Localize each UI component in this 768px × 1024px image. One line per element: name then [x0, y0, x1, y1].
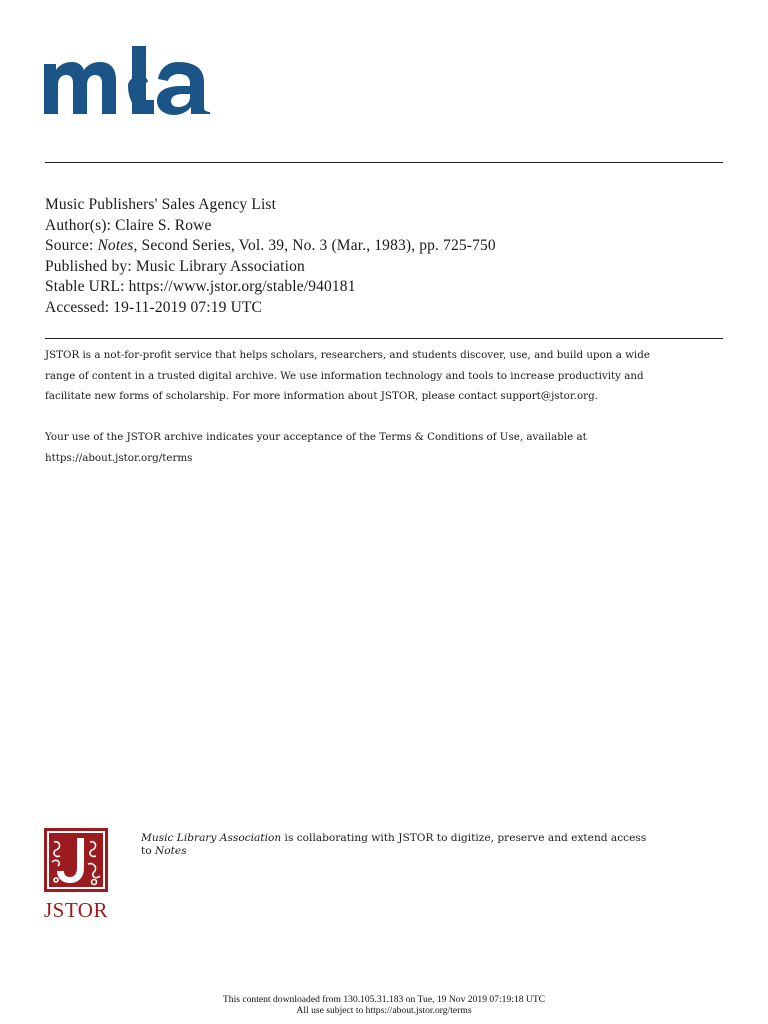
top-divider [45, 162, 723, 163]
notice-line: facilitate new forms of scholarship. For more information about JSTOR, please contact support@jstor.org. [45, 390, 598, 402]
jstor-wordmark: JSTOR [44, 898, 108, 922]
article-source: Source: Notes, Second Series, Vol. 39, No. 3 (Mar., 1983), pp. 725-750 [45, 237, 496, 255]
terms-line: Your use of the JSTOR archive indicates your acceptance of the Terms & Conditions of Use, available at [45, 431, 587, 443]
notice-line: JSTOR is a not-for-profit service that helps scholars, researchers, and students discover, use, and build upon a wide [45, 349, 650, 361]
article-author: Author(s): Claire S. Rowe [45, 216, 212, 234]
notice-line: range of content in a trusted digital archive. We use information technology and tools to increase productivity and [45, 369, 644, 382]
footer-line: This content downloaded from 130.105.31.183 on Tue, 19 Nov 2019 07:19:18 UTC [222, 994, 546, 1005]
terms-url-link[interactable]: https://about.jstor.org/terms [45, 451, 193, 464]
article-stable-url: Stable URL: https://www.jstor.org/stable/940181 [45, 278, 356, 296]
stable-url-link[interactable]: https://www.jstor.org/stable/940181 [128, 278, 356, 296]
jstor-notice [45, 345, 725, 468]
middle-divider [45, 338, 723, 339]
mla-logo [44, 46, 214, 116]
article-publisher: Published by: Music Library Association [45, 257, 305, 275]
jstor-badge-icon [44, 828, 108, 892]
footer-line: All use subject to https://about.jstor.org/terms [296, 1005, 472, 1016]
article-title: Music Publishers' Sales Agency List [45, 196, 277, 213]
collaboration-statement: Music Library Association is collaborating with JSTOR to digitize, preserve and extend access to Notes [141, 832, 647, 858]
article-metadata [45, 195, 725, 319]
article-accessed: Accessed: 19-11-2019 07:19 UTC [45, 298, 263, 316]
download-footer [0, 994, 768, 1016]
